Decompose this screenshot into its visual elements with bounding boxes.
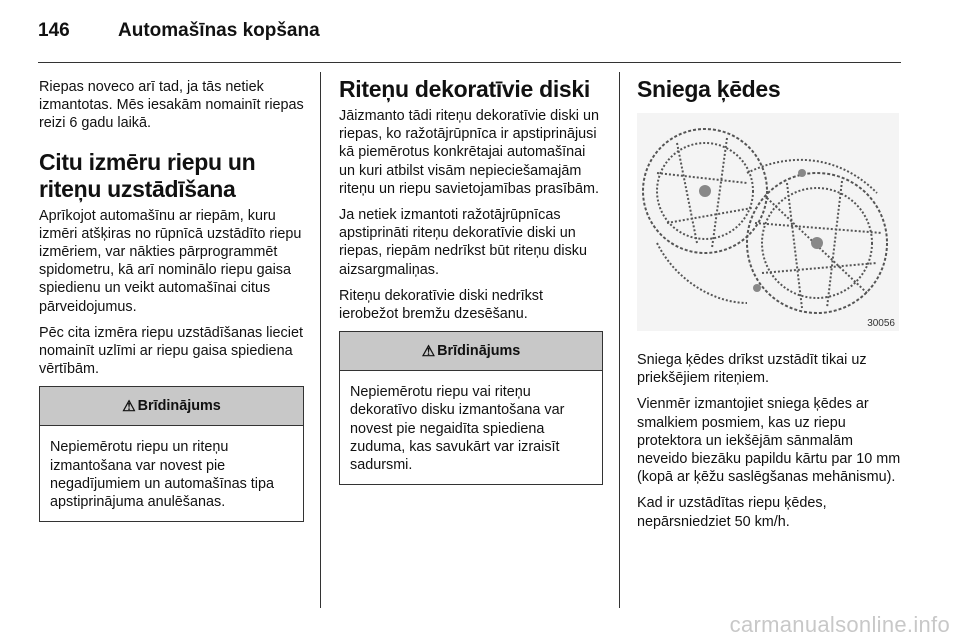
intro-paragraph: Riepas noveco arī tad, ja tās netiek izmantotas. Mēs iesakām nomainīt riepas reizi 6 gadu laikā. [39,79,304,132]
warning-header [340,332,602,371]
paragraph: Jāizmanto tādi riteņu dekoratīvie diski un riepas, ko ražotājrūpnīca ir apstiprinājusi kā piemērotus konkrētajai automašīnai un kuri atbilst visām nepieciešamajām riteņu un riepu savietojamības prasībām. [339,108,599,197]
page-title: Automašīnas kopšana [118,20,320,41]
warning-text: Nepiemērotu riepu un riteņu izmantošana var novest pie negadījumiem un automašīnas tipa apstiprinājuma anulēšanas. [50,439,274,511]
paragraph: Aprīkojot automašīnu ar riepām, kuru izmēri atšķiras no rūpnīcā uzstādīto riepu izmēriem, var nākties pārprogrammēt spidometru, kā arī nominālo riepu gaisa spiedienu un veikt automašīnai citus pārveidojumus. [39,207,302,315]
warning-box [339,331,603,485]
figure-code: 30056 [867,318,895,329]
warning-title: Brīdinājums [137,398,221,415]
paragraph: Pēc cita izmēra riepu uzstādīšanas lieciet nomainīt uzlīmi ar riepu gaisa spiediena vērtībām. [39,324,303,378]
warning-header [40,387,303,426]
column-divider-2 [619,72,620,608]
section-heading-snow-chains: Sniega ķēdes [637,76,781,102]
paragraph: Riteņu dekoratīvie diski nedrīkst ierobežot bremžu dzesēšanu. [339,287,543,323]
paragraph: Sniega ķēdes drīkst uzstādīt tikai uz priekšējiem riteņiem. [637,352,867,387]
section-heading-wheel-covers: Riteņu dekoratīvie diski [339,76,590,102]
warning-box [39,386,304,522]
column-divider-1 [320,72,321,608]
warning-triangle-icon: ⚠ [421,343,436,361]
paragraph: Ja netiek izmantoti ražotājrūpnīcas apstiprināti riteņu dekoratīvie diski un riepas, riepām nedrīkst būt riteņu disku aizsargmaliņas. [339,207,587,278]
watermark: carmanualsonline.info [729,612,950,637]
paragraph: Vienmēr izmantojiet sniega ķēdes ar smalkiem posmiem, kas uz riepu protektora un iekšējām sānmalām neveido biezāku papildu kārtu par 10 mm (kopā ar ķēžu saslēgšanas mehānismu). [637,396,901,486]
column-2 [339,78,603,485]
paragraph: Kad ir uzstādītas riepu ķēdes, nepārsniedziet 50 km/h. [637,495,827,530]
column-3 [637,78,901,539]
warning-title: Brīdinājums [437,343,521,360]
section-heading-tire-sizes: Citu izmēru riepu un riteņu uzstādīšana [39,148,256,202]
snow-chains-illustration [637,113,899,331]
page-number: 146 [38,20,70,41]
column-1 [39,78,304,522]
warning-text: Nepiemērotu riepu vai riteņu dekoratīvo disku izmantošana var novest pie negaidīta spiediena zuduma, kas savukārt var izraisīt sadursmi. [350,384,565,474]
warning-triangle-icon: ⚠ [122,398,136,416]
header-rule [38,62,901,63]
snow-chains-icon [637,113,899,331]
